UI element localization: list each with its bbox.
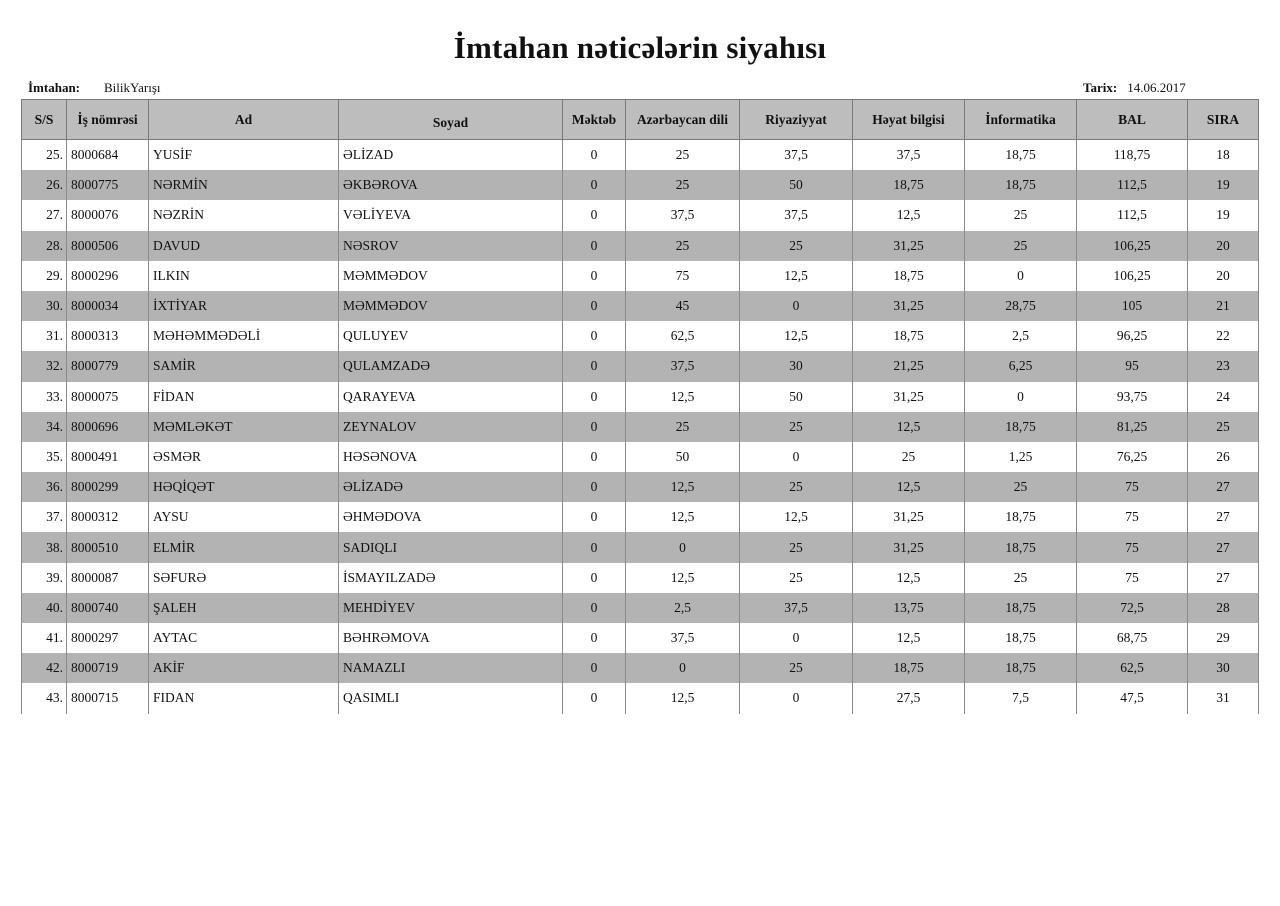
cell-first-name: DAVUD <box>149 231 339 261</box>
cell-informatics-score: 18,75 <box>965 502 1077 532</box>
cell-first-name: AKİF <box>149 653 339 683</box>
cell-total-score: 75 <box>1077 472 1188 502</box>
cell-azerbaijani-score: 62,5 <box>626 321 740 351</box>
cell-total-score: 118,75 <box>1077 140 1188 171</box>
cell-school: 0 <box>563 502 626 532</box>
cell-life-science-score: 12,5 <box>853 563 965 593</box>
cell-row-number: 36. <box>22 472 67 502</box>
cell-azerbaijani-score: 12,5 <box>626 502 740 532</box>
cell-row-number: 40. <box>22 593 67 623</box>
cell-rank: 26 <box>1188 442 1259 472</box>
cell-life-science-score: 31,25 <box>853 291 965 321</box>
cell-life-science-score: 18,75 <box>853 261 965 291</box>
date-info <box>1083 80 1186 96</box>
cell-work-number: 8000775 <box>67 170 149 200</box>
cell-work-number: 8000297 <box>67 623 149 653</box>
cell-math-score: 25 <box>740 231 853 261</box>
cell-work-number: 8000715 <box>67 683 149 713</box>
cell-rank: 27 <box>1188 532 1259 562</box>
cell-row-number: 32. <box>22 351 67 381</box>
cell-work-number: 8000779 <box>67 351 149 381</box>
cell-informatics-score: 18,75 <box>965 412 1077 442</box>
cell-first-name: YUSİF <box>149 140 339 171</box>
cell-rank: 28 <box>1188 593 1259 623</box>
cell-azerbaijani-score: 75 <box>626 261 740 291</box>
cell-informatics-score: 18,75 <box>965 140 1077 171</box>
cell-row-number: 37. <box>22 502 67 532</box>
table-row <box>22 563 1259 593</box>
cell-row-number: 38. <box>22 532 67 562</box>
cell-azerbaijani-score: 45 <box>626 291 740 321</box>
cell-informatics-score: 25 <box>965 472 1077 502</box>
table-row <box>22 653 1259 683</box>
table-row <box>22 261 1259 291</box>
cell-informatics-score: 18,75 <box>965 170 1077 200</box>
cell-total-score: 95 <box>1077 351 1188 381</box>
cell-work-number: 8000313 <box>67 321 149 351</box>
cell-work-number: 8000312 <box>67 502 149 532</box>
cell-school: 0 <box>563 351 626 381</box>
cell-work-number: 8000506 <box>67 231 149 261</box>
cell-rank: 30 <box>1188 653 1259 683</box>
cell-school: 0 <box>563 231 626 261</box>
cell-work-number: 8000491 <box>67 442 149 472</box>
cell-school: 0 <box>563 653 626 683</box>
cell-rank: 27 <box>1188 563 1259 593</box>
cell-school: 0 <box>563 472 626 502</box>
cell-life-science-score: 31,25 <box>853 231 965 261</box>
cell-last-name: MƏMMƏDOV <box>339 261 563 291</box>
exam-info <box>28 80 161 96</box>
cell-first-name: ILKIN <box>149 261 339 291</box>
exam-value: BilikYarışı <box>104 80 161 95</box>
col-header-ss: S/S <box>22 100 67 140</box>
cell-school: 0 <box>563 563 626 593</box>
cell-school: 0 <box>563 200 626 230</box>
cell-math-score: 50 <box>740 382 853 412</box>
cell-last-name: NƏSROV <box>339 231 563 261</box>
cell-math-score: 25 <box>740 412 853 442</box>
cell-rank: 25 <box>1188 412 1259 442</box>
cell-life-science-score: 31,25 <box>853 502 965 532</box>
cell-last-name: MEHDİYEV <box>339 593 563 623</box>
cell-first-name: NƏRMİN <box>149 170 339 200</box>
cell-math-score: 12,5 <box>740 321 853 351</box>
table-row <box>22 140 1259 171</box>
table-row <box>22 593 1259 623</box>
table-row <box>22 623 1259 653</box>
cell-life-science-score: 21,25 <box>853 351 965 381</box>
cell-row-number: 27. <box>22 200 67 230</box>
cell-informatics-score: 2,5 <box>965 321 1077 351</box>
cell-informatics-score: 18,75 <box>965 532 1077 562</box>
cell-row-number: 34. <box>22 412 67 442</box>
cell-total-score: 105 <box>1077 291 1188 321</box>
col-header-work-number: İş nömrəsi <box>67 100 149 140</box>
cell-work-number: 8000719 <box>67 653 149 683</box>
cell-life-science-score: 25 <box>853 442 965 472</box>
cell-math-score: 50 <box>740 170 853 200</box>
cell-azerbaijani-score: 25 <box>626 412 740 442</box>
cell-last-name: QASIMLI <box>339 683 563 713</box>
cell-rank: 19 <box>1188 200 1259 230</box>
cell-azerbaijani-score: 25 <box>626 170 740 200</box>
cell-last-name: BƏHRƏMOVA <box>339 623 563 653</box>
page-title: İmtahan nəticələrin siyahısı <box>453 30 827 65</box>
cell-school: 0 <box>563 170 626 200</box>
cell-total-score: 68,75 <box>1077 623 1188 653</box>
col-header-rank: SIRA <box>1188 100 1259 140</box>
cell-math-score: 37,5 <box>740 593 853 623</box>
cell-informatics-score: 6,25 <box>965 351 1077 381</box>
cell-last-name: ƏKBƏROVA <box>339 170 563 200</box>
cell-informatics-score: 18,75 <box>965 593 1077 623</box>
cell-school: 0 <box>563 291 626 321</box>
cell-rank: 31 <box>1188 683 1259 713</box>
cell-last-name: MƏMMƏDOV <box>339 291 563 321</box>
cell-work-number: 8000299 <box>67 472 149 502</box>
date-label: Tarix: <box>1083 80 1118 95</box>
cell-azerbaijani-score: 50 <box>626 442 740 472</box>
cell-last-name: QULAMZADƏ <box>339 351 563 381</box>
cell-last-name: QARAYEVA <box>339 382 563 412</box>
cell-work-number: 8000034 <box>67 291 149 321</box>
cell-last-name: NAMAZLI <box>339 653 563 683</box>
cell-azerbaijani-score: 0 <box>626 653 740 683</box>
cell-life-science-score: 12,5 <box>853 412 965 442</box>
cell-informatics-score: 18,75 <box>965 653 1077 683</box>
table-row <box>22 351 1259 381</box>
date-value: 14.06.2017 <box>1127 80 1186 95</box>
cell-last-name: İSMAYILZADƏ <box>339 563 563 593</box>
cell-first-name: ELMİR <box>149 532 339 562</box>
cell-school: 0 <box>563 382 626 412</box>
col-header-azerbaijani: Azərbaycan dili <box>626 100 740 140</box>
cell-work-number: 8000684 <box>67 140 149 171</box>
cell-school: 0 <box>563 623 626 653</box>
cell-total-score: 96,25 <box>1077 321 1188 351</box>
col-header-life-science: Həyat bilgisi <box>853 100 965 140</box>
table-row <box>22 472 1259 502</box>
cell-school: 0 <box>563 321 626 351</box>
cell-work-number: 8000087 <box>67 563 149 593</box>
cell-first-name: MƏMLƏKƏT <box>149 412 339 442</box>
cell-life-science-score: 18,75 <box>853 653 965 683</box>
cell-row-number: 29. <box>22 261 67 291</box>
cell-life-science-score: 12,5 <box>853 623 965 653</box>
cell-total-score: 112,5 <box>1077 200 1188 230</box>
cell-informatics-score: 28,75 <box>965 291 1077 321</box>
cell-work-number: 8000510 <box>67 532 149 562</box>
cell-math-score: 37,5 <box>740 140 853 171</box>
cell-row-number: 42. <box>22 653 67 683</box>
col-header-school: Məktəb <box>563 100 626 140</box>
cell-last-name: SADIQLI <box>339 532 563 562</box>
cell-work-number: 8000740 <box>67 593 149 623</box>
cell-math-score: 12,5 <box>740 502 853 532</box>
cell-work-number: 8000296 <box>67 261 149 291</box>
cell-last-name: VƏLİYEVA <box>339 200 563 230</box>
cell-math-score: 0 <box>740 623 853 653</box>
cell-row-number: 41. <box>22 623 67 653</box>
cell-first-name: AYTAC <box>149 623 339 653</box>
col-header-informatics: İnformatika <box>965 100 1077 140</box>
cell-math-score: 25 <box>740 563 853 593</box>
cell-first-name: AYSU <box>149 502 339 532</box>
cell-life-science-score: 31,25 <box>853 382 965 412</box>
cell-school: 0 <box>563 412 626 442</box>
cell-row-number: 39. <box>22 563 67 593</box>
exam-label: İmtahan: <box>28 80 81 95</box>
table-row <box>22 291 1259 321</box>
table-row <box>22 683 1259 713</box>
cell-total-score: 72,5 <box>1077 593 1188 623</box>
cell-first-name: MƏHƏMMƏDƏLİ <box>149 321 339 351</box>
table-row <box>22 200 1259 230</box>
cell-total-score: 93,75 <box>1077 382 1188 412</box>
cell-first-name: İXTİYAR <box>149 291 339 321</box>
table-row <box>22 170 1259 200</box>
cell-azerbaijani-score: 12,5 <box>626 683 740 713</box>
table-row <box>22 502 1259 532</box>
cell-total-score: 75 <box>1077 532 1188 562</box>
cell-math-score: 0 <box>740 683 853 713</box>
cell-rank: 18 <box>1188 140 1259 171</box>
cell-informatics-score: 18,75 <box>965 623 1077 653</box>
cell-math-score: 25 <box>740 472 853 502</box>
cell-rank: 21 <box>1188 291 1259 321</box>
cell-last-name: ƏLİZAD <box>339 140 563 171</box>
cell-rank: 22 <box>1188 321 1259 351</box>
cell-row-number: 33. <box>22 382 67 412</box>
cell-azerbaijani-score: 12,5 <box>626 563 740 593</box>
cell-last-name: ZEYNALOV <box>339 412 563 442</box>
cell-rank: 29 <box>1188 623 1259 653</box>
cell-azerbaijani-score: 37,5 <box>626 200 740 230</box>
cell-math-score: 25 <box>740 653 853 683</box>
cell-row-number: 25. <box>22 140 67 171</box>
cell-first-name: ƏSMƏR <box>149 442 339 472</box>
cell-life-science-score: 18,75 <box>853 170 965 200</box>
table-header-row <box>22 100 1259 140</box>
cell-first-name: SƏFURƏ <box>149 563 339 593</box>
table-row <box>22 412 1259 442</box>
cell-math-score: 0 <box>740 291 853 321</box>
cell-informatics-score: 1,25 <box>965 442 1077 472</box>
cell-math-score: 0 <box>740 442 853 472</box>
col-header-score: BAL <box>1077 100 1188 140</box>
cell-row-number: 30. <box>22 291 67 321</box>
table-body <box>22 140 1259 714</box>
cell-first-name: FIDAN <box>149 683 339 713</box>
table-row <box>22 231 1259 261</box>
col-header-first-name: Ad <box>149 100 339 140</box>
cell-first-name: HƏQİQƏT <box>149 472 339 502</box>
cell-azerbaijani-score: 25 <box>626 140 740 171</box>
cell-informatics-score: 0 <box>965 382 1077 412</box>
cell-math-score: 25 <box>740 532 853 562</box>
cell-last-name: ƏHMƏDOVA <box>339 502 563 532</box>
cell-life-science-score: 12,5 <box>853 472 965 502</box>
cell-rank: 19 <box>1188 170 1259 200</box>
cell-rank: 23 <box>1188 351 1259 381</box>
cell-school: 0 <box>563 442 626 472</box>
cell-row-number: 26. <box>22 170 67 200</box>
cell-math-score: 37,5 <box>740 200 853 230</box>
cell-total-score: 75 <box>1077 563 1188 593</box>
table-row <box>22 532 1259 562</box>
cell-row-number: 28. <box>22 231 67 261</box>
cell-row-number: 35. <box>22 442 67 472</box>
cell-total-score: 81,25 <box>1077 412 1188 442</box>
cell-rank: 20 <box>1188 231 1259 261</box>
cell-azerbaijani-score: 2,5 <box>626 593 740 623</box>
cell-total-score: 62,5 <box>1077 653 1188 683</box>
cell-math-score: 30 <box>740 351 853 381</box>
cell-school: 0 <box>563 140 626 171</box>
cell-work-number: 8000076 <box>67 200 149 230</box>
cell-total-score: 76,25 <box>1077 442 1188 472</box>
cell-informatics-score: 7,5 <box>965 683 1077 713</box>
cell-total-score: 112,5 <box>1077 170 1188 200</box>
cell-informatics-score: 25 <box>965 231 1077 261</box>
cell-first-name: ŞALEH <box>149 593 339 623</box>
cell-school: 0 <box>563 593 626 623</box>
cell-rank: 20 <box>1188 261 1259 291</box>
cell-total-score: 47,5 <box>1077 683 1188 713</box>
cell-total-score: 106,25 <box>1077 231 1188 261</box>
cell-life-science-score: 37,5 <box>853 140 965 171</box>
cell-last-name: ƏLİZADƏ <box>339 472 563 502</box>
cell-life-science-score: 12,5 <box>853 200 965 230</box>
table-row <box>22 442 1259 472</box>
cell-rank: 27 <box>1188 502 1259 532</box>
cell-school: 0 <box>563 532 626 562</box>
cell-school: 0 <box>563 683 626 713</box>
cell-work-number: 8000075 <box>67 382 149 412</box>
cell-last-name: HƏSƏNOVA <box>339 442 563 472</box>
cell-azerbaijani-score: 0 <box>626 532 740 562</box>
table-row <box>22 382 1259 412</box>
cell-total-score: 75 <box>1077 502 1188 532</box>
cell-rank: 24 <box>1188 382 1259 412</box>
cell-life-science-score: 18,75 <box>853 321 965 351</box>
col-header-last-name: Soyad <box>339 100 563 140</box>
cell-total-score: 106,25 <box>1077 261 1188 291</box>
table-row <box>22 321 1259 351</box>
cell-azerbaijani-score: 12,5 <box>626 382 740 412</box>
cell-math-score: 12,5 <box>740 261 853 291</box>
cell-life-science-score: 13,75 <box>853 593 965 623</box>
col-header-math: Riyaziyyat <box>740 100 853 140</box>
cell-row-number: 43. <box>22 683 67 713</box>
cell-informatics-score: 25 <box>965 563 1077 593</box>
results-table <box>21 99 1259 714</box>
cell-row-number: 31. <box>22 321 67 351</box>
cell-life-science-score: 27,5 <box>853 683 965 713</box>
cell-azerbaijani-score: 37,5 <box>626 351 740 381</box>
cell-informatics-score: 25 <box>965 200 1077 230</box>
cell-azerbaijani-score: 12,5 <box>626 472 740 502</box>
cell-rank: 27 <box>1188 472 1259 502</box>
cell-first-name: NƏZRİN <box>149 200 339 230</box>
cell-azerbaijani-score: 37,5 <box>626 623 740 653</box>
cell-last-name: QULUYEV <box>339 321 563 351</box>
cell-school: 0 <box>563 261 626 291</box>
cell-informatics-score: 0 <box>965 261 1077 291</box>
cell-azerbaijani-score: 25 <box>626 231 740 261</box>
cell-first-name: FİDAN <box>149 382 339 412</box>
cell-first-name: SAMİR <box>149 351 339 381</box>
cell-life-science-score: 31,25 <box>853 532 965 562</box>
cell-work-number: 8000696 <box>67 412 149 442</box>
